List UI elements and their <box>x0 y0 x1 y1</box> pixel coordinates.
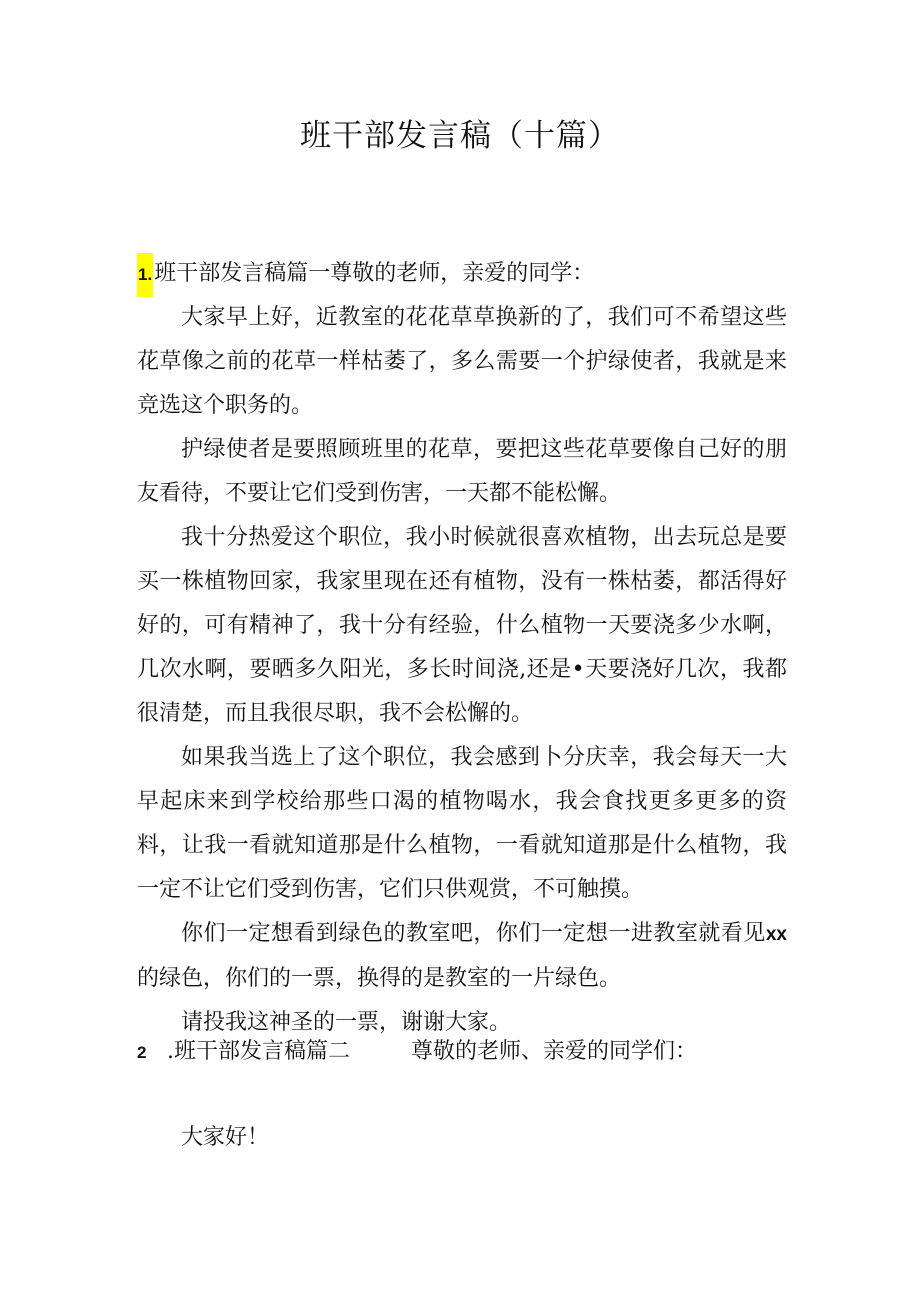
paragraph-5-bold: xx <box>765 924 787 945</box>
section2-greeting: 大家好！ <box>181 1125 270 1150</box>
paragraph-1: 大家早上好，近教室的花花草草换新的了，我们可不希望这些花草像之前的花草一样枯萎了，多么需要一个护绿使者，我就是来竞选这个职务的。 <box>137 305 787 418</box>
section1-number: 1. <box>137 253 153 297</box>
section2-heading-text: .班干部发言稿篇二 <box>167 1039 350 1064</box>
paragraph-5-start: 你们一定想看到绿色的教室吧，你们一定想一进教室就看见 <box>181 921 766 946</box>
paragraph-3: 我十分热爱这个职位，我小时候就很喜欢植物，出去玩总是要买一株植物回家，我家里现在还有植物，没有一株枯萎，都活得好好的，可有精神了，我十分有经验，什么植物一天要浇多少水啊，几次水啊，要晒多久阳光，多长时间浇,还是•天要浇好几次，我都很清楚，而且我很尽职，我不会松懈的。 <box>137 525 787 726</box>
section2-heading <box>137 1030 837 1075</box>
closing-paragraph: 请投我这神圣的一票，谢谢大家。 <box>181 1010 512 1035</box>
section2-salutation: 尊敬的老师、亲爱的同学们： <box>411 1039 698 1064</box>
paragraph-4: 如果我当选上了这个职位，我会感到卜分庆幸，我会每天一大早起床来到学校给那些口渴的植物喝水，我会食找更多更多的资料，让我一看就知道那是什么植物，一看就知道那是什么植物，我一定不让它们受到伤害，它们只供观赏，不可触摸。 <box>137 745 787 902</box>
section1-heading-text: 班干部发言稿篇一尊敬的老师，亲爱的同学： <box>154 261 595 286</box>
section1-heading <box>137 252 787 297</box>
paragraph-2: 护绿使者是要照顾班里的花草，要把这些花草要像自己好的朋友看待，不要让它们受到伤害，一天都不能松懈。 <box>137 437 787 506</box>
section1-body <box>137 296 787 1045</box>
section2-number: 2 <box>137 1043 147 1062</box>
paragraph-5 <box>137 912 787 1001</box>
paragraph-5-rest: 的绿色，你们的一票，换得的是教室的一片绿色。 <box>137 966 622 991</box>
document-title: 班干部发言稿（十篇） <box>300 118 620 154</box>
